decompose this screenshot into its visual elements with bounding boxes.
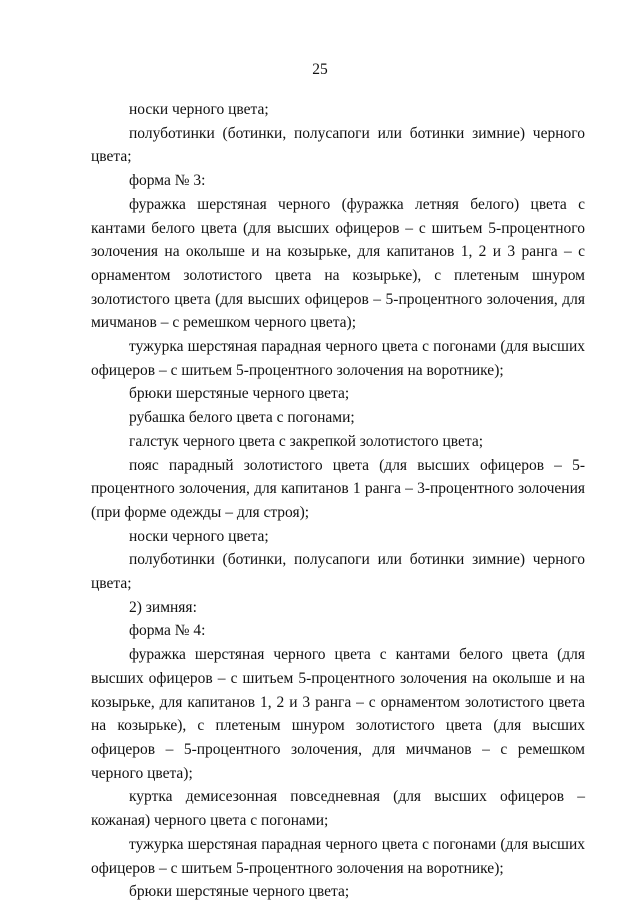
paragraph: полуботинки (ботинки, полусапоги или ботинки зимние) черного цвета; — [91, 551, 585, 593]
paragraph: форма № 4: — [129, 622, 206, 640]
paragraph: пояс парадный золотистого цвета (для высших офицеров – 5-процентного золочения, для капитанов 1 ранга – 3-процентного золочения (при форме одежды – для строя); — [91, 456, 585, 521]
paragraph: тужурка шерстяная парадная черного цвета с погонами (для высших офицеров – с шитьем 5-процентного золочения на воротнике); — [91, 338, 585, 379]
paragraph: 2) зимняя: — [129, 598, 197, 616]
paragraph: галстук черного цвета с закрепкой золотистого цвета; — [129, 432, 484, 450]
paragraph: фуражка шерстяная черного цвета с кантами белого цвета (для высших офицеров – с шитьем 5-процентного золочения на околыше и на козырьке, для капитанов 1, 2 и 3 ранга – с орнаментом золотистого цвета на козырьке), с плетеным шнуром золотистого цвета (для высших офицеров – 5-процентного золочения, для мичманов – с ремешком черного цвета); — [91, 646, 585, 782]
paragraph: рубашка белого цвета с погонами; — [129, 409, 355, 427]
paragraph: куртка демисезонная повседневная (для высших офицеров – кожаная) черного цвета с погонами; — [91, 788, 585, 830]
paragraph: фуражка шерстяная черного (фуражка летняя белого) цвета с кантами белого цвета (для высших офицеров – с шитьем 5-процентного золочения на околыше и на козырьке, для капитанов 1, 2 и 3 ранга – с орнаментом золотистого цвета на козырьке), с плетеным шнуром золотистого цвета (для высших офицеров – 5-процентного золочения, для мичманов – с ремешком черного цвета); — [91, 195, 585, 332]
paragraph: брюки шерстяные черного цвета; — [129, 883, 350, 901]
paragraph: тужурка шерстяная парадная черного цвета с погонами (для высших офицеров – с шитьем 5-процентного золочения на воротнике); — [91, 835, 585, 877]
paragraph: полуботинки (ботинки, полусапоги или ботинки зимние) черного цвета; — [91, 124, 585, 166]
paragraph: форма № 3: — [129, 172, 206, 190]
document-body — [91, 98, 585, 904]
paragraph: брюки шерстяные черного цвета; — [129, 385, 350, 403]
page-number: 25 — [312, 61, 328, 78]
paragraph: носки черного цвета; — [129, 101, 269, 118]
paragraph: носки черного цвета; — [129, 527, 269, 545]
